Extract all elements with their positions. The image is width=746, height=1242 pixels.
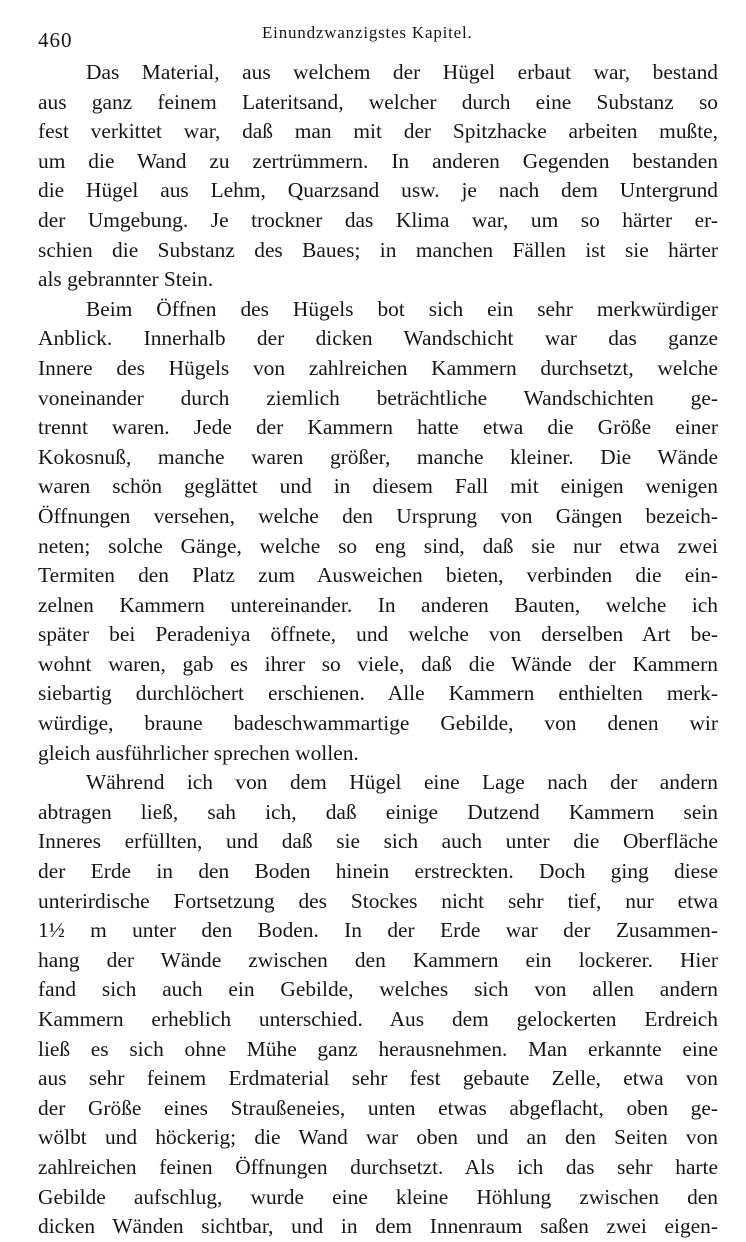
text-line: Innere des Hügels von zahlreichen Kammern durchsetzt, welche bbox=[38, 355, 718, 380]
text-line: Kammern erheblich unterschied. Aus dem gelockerten Erdreich bbox=[38, 1007, 718, 1031]
text-line: gleich ausführlicher sprechen wollen. bbox=[38, 740, 359, 765]
text-line: die Hügel aus Lehm, Quarzsand usw. je nach dem Untergrund bbox=[38, 178, 718, 203]
text-line: der Umgebung. Je trockner das Klima war, um so härter er- bbox=[38, 207, 718, 232]
text-line: unterirdische Fortsetzung des Stockes nicht sehr tief, nur etwa bbox=[38, 888, 718, 913]
text-line: waren schön geglättet und in diesem Fall mit einigen wenigen bbox=[38, 474, 718, 499]
text-line: wohnt waren, gab es ihrer so viele, daß die Wände der Kammern bbox=[38, 651, 718, 676]
text-line: Öffnungen versehen, welche den Ursprung von Gängen bezeich- bbox=[38, 503, 718, 528]
text-line: dicken Wänden sichtbar, und in dem Innenraum saßen zwei eigen- bbox=[38, 1214, 718, 1239]
text-line: aus sehr feinem Erdmaterial sehr fest gebaute Zelle, etwa von bbox=[38, 1066, 718, 1091]
text-line: zahlreichen feinen Öffnungen durchsetzt. Als ich das sehr harte bbox=[38, 1154, 718, 1179]
text-line: Das Material, aus welchem der Hügel erbaut war, bestand bbox=[86, 60, 718, 84]
text-line: Inneres erfüllten, und daß sie sich auch unter die Oberfläche bbox=[38, 829, 718, 854]
paragraph-2 bbox=[38, 295, 718, 769]
text-line: neten; solche Gänge, welche so eng sind, daß sie nur etwa zwei bbox=[38, 533, 718, 558]
text-line: um die Wand zu zertrümmern. In anderen Gegenden bestanden bbox=[38, 148, 718, 173]
text-line: wölbt und höckerig; die Wand war oben und an den Seiten von bbox=[38, 1125, 718, 1150]
text-line: aus ganz feinem Lateritsand, welcher durch eine Substanz so bbox=[38, 89, 718, 114]
page-number: 460 bbox=[38, 28, 73, 52]
text-line: der Erde in den Boden hinein erstreckten. Doch ging diese bbox=[38, 859, 718, 884]
text-line: als gebrannter Stein. bbox=[38, 267, 214, 292]
paragraph-1 bbox=[38, 58, 718, 295]
text-line: fest verkittet war, daß man mit der Spitzhacke arbeiten mußte, bbox=[38, 119, 718, 144]
paragraph-3 bbox=[38, 768, 718, 1242]
text-line: siebartig durchlöchert erschienen. Alle Kammern enthielten merk- bbox=[38, 681, 718, 706]
text-line: Kokosnuß, manche waren größer, manche kleiner. Die Wände bbox=[38, 444, 718, 469]
text-line: voneinander durch ziemlich beträchtliche Wandschichten ge- bbox=[38, 385, 718, 410]
text-line: Anblick. Innerhalb der dicken Wandschicht war das ganze bbox=[38, 326, 718, 351]
text-line: hang der Wände zwischen den Kammern ein lockerer. Hier bbox=[38, 947, 718, 972]
text-line: schien die Substanz des Baues; in manchen Fällen ist sie härter bbox=[38, 237, 718, 262]
text-line: Termiten den Platz zum Ausweichen bieten, verbinden die ein- bbox=[38, 563, 718, 588]
running-head: Einundzwanzigstes Kapitel. bbox=[262, 23, 473, 42]
text-line: fand sich auch ein Gebilde, welches sich von allen andern bbox=[38, 977, 718, 1002]
text-line: Gebilde aufschlug, wurde eine kleine Höhlung zwischen den bbox=[38, 1184, 718, 1209]
text-line: abtragen ließ, sah ich, daß einige Dutzend Kammern sein bbox=[38, 799, 718, 824]
text-line: trennt waren. Jede der Kammern hatte etwa die Größe einer bbox=[38, 415, 718, 440]
text-line: würdige, braune badeschwammartige Gebilde, von denen wir bbox=[38, 711, 718, 736]
text-line: zelnen Kammern untereinander. In anderen Bauten, welche ich bbox=[38, 592, 718, 617]
text-line: Während ich von dem Hügel eine Lage nach der andern bbox=[86, 770, 718, 795]
text-line: später bei Peradeniya öffnete, und welche von derselben Art be- bbox=[38, 622, 718, 647]
text-line: 1½ m unter den Boden. In der Erde war der Zusammen- bbox=[38, 918, 718, 943]
body-text bbox=[38, 58, 718, 1242]
text-line: ließ es sich ohne Mühe ganz herausnehmen. Man erkannte eine bbox=[38, 1036, 718, 1061]
text-line: Beim Öffnen des Hügels bot sich ein sehr merkwürdiger bbox=[86, 296, 718, 321]
text-line: der Größe eines Straußeneies, unten etwas abgeflacht, oben ge- bbox=[38, 1095, 718, 1120]
